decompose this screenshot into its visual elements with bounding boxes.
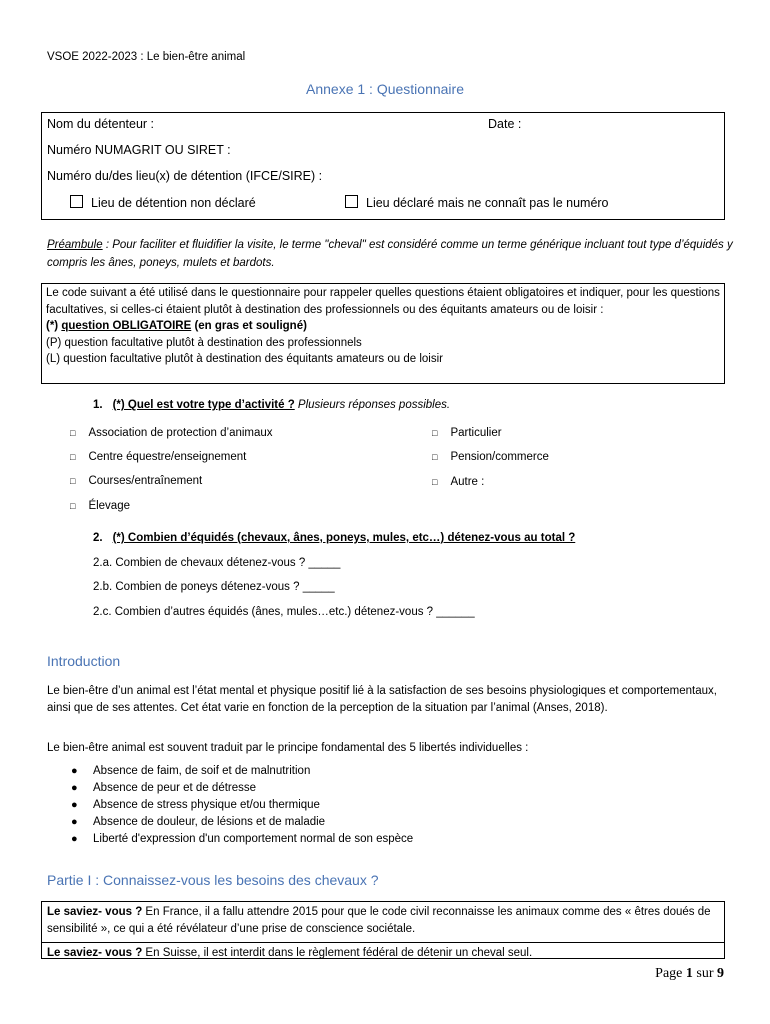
list-item-text: Absence de peur et de détresse — [93, 782, 257, 794]
list-item-text: Liberté d'expression d'un comportement normal de son espèce — [93, 833, 414, 845]
page-separator: sur — [692, 966, 717, 981]
option-association[interactable] — [70, 427, 273, 439]
option-label: Élevage — [88, 500, 130, 512]
question-2a[interactable]: 2.a. Combien de chevaux détenez-vous ? _____ — [93, 557, 341, 569]
unknown-number-option[interactable] — [345, 195, 609, 210]
list-item — [71, 782, 257, 794]
unknown-number-label: Lieu déclaré mais ne connaît pas le numéro — [366, 196, 609, 210]
option-courses[interactable] — [70, 475, 202, 487]
option-centre-equestre[interactable] — [70, 451, 246, 463]
legend-intro: Le code suivant a été utilisé dans le questionnaire pour rappeler quelles questions étaient obligatoires et indiquer, pour les questions facultatives, si celles-ci étaient plutôt à destination des professionnels ou des équitants amateurs ou de loisir : — [46, 287, 720, 316]
checkbox-icon[interactable]: □ — [70, 428, 76, 438]
checkbox-icon[interactable]: □ — [70, 452, 76, 462]
preamble-text: : Pour faciliter et fluidifier la visite, le terme "cheval" est considéré comme un terme générique incluant tout type d’équidés y compris les ânes, poneys, mulets et bardots. — [47, 239, 733, 269]
option-label: Centre équestre/enseignement — [88, 451, 247, 463]
date-label: Date : — [488, 117, 522, 131]
bullet-icon: ● — [71, 765, 78, 777]
question-1-title: (*) Quel est votre type d’activité ? — [112, 399, 295, 411]
undeclared-location-label: Lieu de détention non déclaré — [91, 196, 256, 210]
list-item — [71, 799, 320, 811]
bullet-icon: ● — [71, 799, 78, 811]
bullet-icon: ● — [71, 782, 78, 794]
document-header: VSOE 2022-2023 : Le bien-être animal — [47, 51, 246, 63]
bullet-icon: ● — [71, 833, 78, 845]
list-item-text: Absence de stress physique et/ou thermique — [93, 799, 320, 811]
legend-box — [41, 283, 725, 384]
page-total: 9 — [717, 966, 724, 981]
question-2-title: (*) Combien d’équidés (chevaux, ânes, poneys, mules, etc…) détenez-vous au total ? — [112, 532, 576, 544]
option-label: Courses/entraînement — [88, 475, 203, 487]
fact-2-label: Le saviez- vous ? — [47, 947, 143, 959]
option-label: Particulier — [450, 427, 502, 439]
fact-2-text: En Suisse, il est interdit dans le règlement fédéral de détenir un cheval seul. — [142, 947, 533, 959]
location-number-label: Numéro du/des lieu(x) de détention (IFCE/SIRE) : — [47, 169, 323, 183]
question-2 — [93, 532, 575, 544]
fact-1 — [47, 904, 719, 938]
checkbox-icon[interactable]: □ — [70, 476, 76, 486]
introduction-heading: Introduction — [47, 653, 121, 669]
bullet-icon: ● — [71, 816, 78, 828]
legend-p-line: (P) question facultative plutôt à destination des professionnels — [46, 336, 362, 349]
legend-mandatory-prefix: (*) — [46, 320, 62, 332]
option-label: Autre : — [450, 476, 485, 488]
legend-l-line: (L) question facultative plutôt à destination des équitants amateurs ou de loisir — [46, 353, 443, 365]
fact-1-label: Le saviez- vous ? — [47, 906, 143, 918]
introduction-paragraph-2: Le bien-être animal est souvent traduit par le principe fondamental des 5 libertés individuelles : — [47, 742, 529, 754]
numagrit-label: Numéro NUMAGRIT OU SIRET : — [47, 143, 231, 157]
page-number — [655, 966, 724, 982]
list-item — [71, 833, 414, 845]
checkbox-icon[interactable]: □ — [432, 477, 438, 487]
question-1 — [93, 399, 450, 411]
option-particulier[interactable] — [432, 427, 502, 439]
list-item-text: Absence de douleur, de lésions et de maladie — [93, 816, 326, 828]
option-label: Association de protection d’animaux — [88, 427, 273, 439]
option-elevage[interactable] — [70, 500, 130, 512]
fact-2 — [42, 942, 724, 962]
introduction-paragraph-1: Le bien-être d’un animal est l’état mental et physique positif lié à la satisfaction de ses besoins physiologiques et comportementaux, ainsi que de ses attentes. Cet état varie en fonction de la perception de la situation par l’animal (Anses, 2018). — [47, 685, 717, 714]
question-1-hint: Plusieurs réponses possibles. — [294, 399, 451, 411]
question-2c[interactable]: 2.c. Combien d’autres équidés (ânes, mules…etc.) détenez-vous ? ______ — [93, 606, 475, 618]
checkbox-icon[interactable]: □ — [70, 501, 76, 511]
page-current: 1 — [685, 966, 693, 981]
option-label: Pension/commerce — [450, 451, 549, 463]
preamble-label: Préambule — [47, 239, 103, 251]
fact-1-text: En France, il a fallu attendre 2015 pour que le code civil reconnaisse les animaux comme des « êtres doués de sensibilité », ce qui a été révélateur d’une prise de conscience sociétale. — [47, 906, 711, 935]
part-1-heading: Partie I : Connaissez-vous les besoins des chevaux ? — [47, 872, 379, 888]
holder-name-label: Nom du détenteur : — [47, 117, 155, 131]
unknown-number-checkbox[interactable] — [345, 195, 358, 208]
holder-info-box — [41, 112, 725, 220]
checkbox-icon[interactable]: □ — [432, 428, 438, 438]
did-you-know-box — [41, 901, 725, 959]
legend-mandatory — [46, 318, 720, 335]
list-item — [71, 816, 326, 828]
question-2-number: 2. — [93, 532, 103, 544]
list-item-text: Absence de faim, de soif et de malnutrition — [93, 765, 311, 777]
undeclared-location-option[interactable] — [70, 195, 256, 210]
undeclared-location-checkbox[interactable] — [70, 195, 83, 208]
legend-mandatory-label: question OBLIGATOIRE — [61, 320, 192, 332]
page-prefix: Page — [655, 966, 686, 981]
list-item — [71, 765, 311, 777]
option-autre[interactable] — [432, 476, 484, 488]
question-2b[interactable]: 2.b. Combien de poneys détenez-vous ? _____ — [93, 581, 335, 593]
legend-mandatory-suffix: (en gras et souligné) — [191, 320, 307, 332]
option-pension[interactable] — [432, 451, 549, 463]
checkbox-icon[interactable]: □ — [432, 452, 438, 462]
question-1-number: 1. — [93, 399, 103, 411]
annex-title: Annexe 1 : Questionnaire — [306, 81, 464, 97]
preamble — [47, 236, 737, 272]
